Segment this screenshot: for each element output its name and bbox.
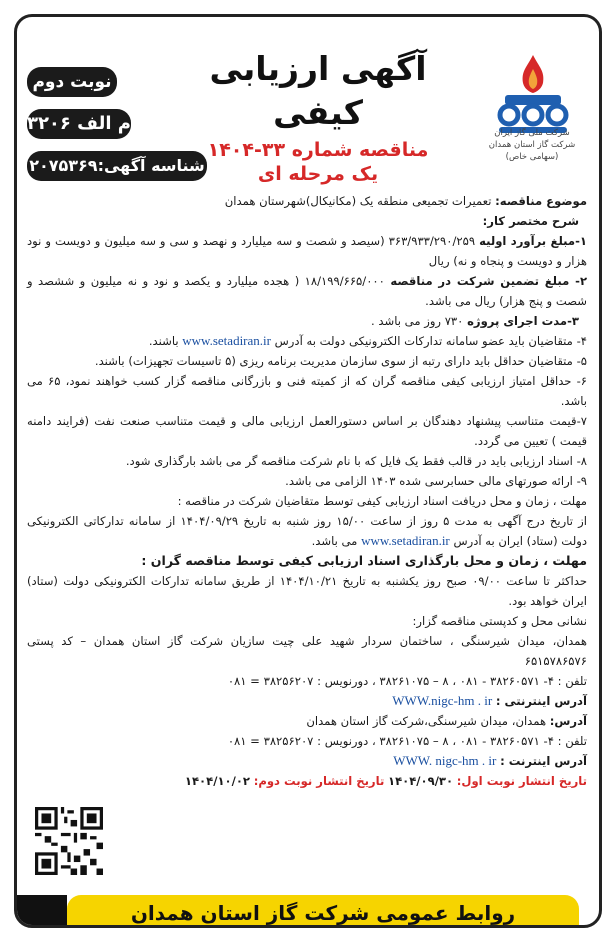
upload-text: حداکثر تا ساعت ۰۹/۰۰ صبح روز یکشنبه به تاریخ ۱۴۰۴/۱۰/۲۱ از طریق سامانه تدارکات الکترونیکی دولت (ستاد) ایران خواهد بود. <box>27 574 587 608</box>
publish-first-label: تاریخ انتشار نوبت اول: <box>456 774 587 788</box>
title-block <box>177 47 459 185</box>
brief-heading <box>27 211 587 231</box>
phone-line-2: تلفن : ۴- ۳۸۲۶۰۵۷۱ - ۰۸۱ ، ۸ – ۳۸۲۶۱۰۷۵ ، دورنویس : ۳۸۲۵۶۲۰۷ = ۰۸۱ <box>227 734 587 748</box>
publish-dates <box>27 771 587 791</box>
item-5: ۵- متقاضیان حداقل باید دارای رتبه از سوی سازمان مدیریت برنامه ریزی (۵ تاسیسات تجهیزات) باشند. <box>94 354 587 368</box>
nigc-link-2[interactable]: WWW. nigc-hm . ir <box>393 753 497 768</box>
upload-heading: مهلت ، زمان و محل بارگذاری اسناد ارزیابی کیفی توسط مناقصه گران : <box>141 553 587 568</box>
logo-caption-line: شرکت ملی گاز ایران <box>494 128 570 138</box>
phone-line-1: تلفن : ۴- ۳۸۲۶۰۵۷۱ - ۰۸۱ ، ۸ – ۳۸۲۶۱۰۷۵ ، دورنویس : ۳۸۲۵۶۲۰۷ = ۰۸۱ <box>227 674 587 688</box>
web-2-label: آدرس اینترنت : <box>500 754 587 768</box>
subject-line <box>27 191 587 211</box>
nigc-link-1[interactable]: WWW.nigc-hm . ir <box>392 693 493 708</box>
item-4 <box>27 331 587 351</box>
item-3-value: ۷۳۰ روز می باشد . <box>371 314 464 328</box>
item-2-label: ۲- مبلغ تضمین شرکت در مناقصه <box>390 274 588 288</box>
address-line-2 <box>27 711 587 731</box>
item-6: ۶- حداقل امتیاز ارزیابی کیفی مناقصه گران که از کمیته فنی و بازرگانی مناقصه گزار کسب خواهند نمود، ۶۵ می باشد. <box>27 374 588 408</box>
item-2 <box>27 271 587 311</box>
header <box>17 17 599 187</box>
qr-code-icon[interactable] <box>35 807 103 875</box>
item-2-value: ۱۸/۱۹۹/۶۶۵/۰۰۰ ( هجده میلیارد و یکصد و نود و نه میلیون و ششصد و شصت و پنج هزار) ریال می باشد. <box>27 274 587 308</box>
web-line-1 <box>27 691 587 711</box>
web-line-2 <box>27 751 587 771</box>
tender-number: مناقصه شماره ۳۳-۱۴۰۴ <box>207 139 429 161</box>
advertisement-frame <box>14 14 602 928</box>
logo-caption-line: (سهامی خاص) <box>505 152 559 162</box>
tender-stage: یک مرحله ای <box>257 163 379 185</box>
logo-caption-line: شرکت گاز استان همدان <box>488 140 576 150</box>
subject-value: تعمیرات تجمیعی منطقه یک (مکانیکال)شهرستان همدان <box>224 194 492 208</box>
footer-accent <box>17 895 67 928</box>
setadiran-link-2[interactable]: www.setadiran.ir <box>361 533 450 548</box>
round-badge: نوبت دوم <box>27 67 117 97</box>
deadline-text-b: می باشد. <box>311 534 358 548</box>
ad-body <box>27 191 587 791</box>
code-badge: م الف ۳۲۰۶ <box>27 109 131 139</box>
web-1-label: آدرس اینترنتی : <box>495 694 587 708</box>
setadiran-link[interactable]: www.setadiran.ir <box>182 333 271 348</box>
item-1-value: ۳۶۳/۹۳۳/۲۹۰/۲۵۹ (سیصد و شصت و سه میلیارد و نهصد و سی و سه میلیون و دویست و نود هزار و دویست و پنجاه و نه) ریال <box>27 234 587 268</box>
item-9: ۹- ارائه صورتهای مالی حسابرسی شده ۱۴۰۳ الزامی می باشد. <box>285 474 587 488</box>
item-3-label: ۳-مدت اجرای پروژه <box>467 314 579 328</box>
address-2-label: آدرس: <box>549 714 587 728</box>
item-3 <box>27 311 587 331</box>
footer-banner: روابط عمومی شرکت گاز استان همدان <box>67 895 579 928</box>
subject-label: موضوع مناقصه: <box>495 194 587 208</box>
logo-caption <box>477 127 587 163</box>
item-4-text: ۴- متقاضیان باید عضو سامانه تدارکات الکترونیکی دولت به آدرس <box>274 334 587 348</box>
deadline-text-a: از تاریخ درج آگهی به مدت ۵ روز از ساعت ۱۵/۰۰ روز شنبه به تاریخ ۱۴۰۴/۰۹/۲۹ از سامانه تدارکاتی الکترونیکی دولت (ستاد) ایران به آدرس <box>27 514 588 548</box>
publish-second-value: ۱۴۰۴/۱۰/۰۲ <box>184 774 250 788</box>
publish-second-label: تاریخ انتشار نوبت دوم: <box>253 774 385 788</box>
brief-label: شرح مختصر کار: <box>482 214 579 228</box>
deadline-text <box>27 511 587 551</box>
ad-id-badge: شناسه آگهی:۲۰۷۵۳۶۹ <box>27 151 207 181</box>
deadline-intro: مهلت ، زمان و محل دریافت اسناد ارزیابی کیفی توسط متقاضیان شرکت در مناقصه : <box>177 494 587 508</box>
address-2-value: همدان، میدان شیرسنگی،شرکت گاز استان همدان <box>306 714 547 728</box>
address-full: همدان، میدان شیرسنگی ، ساختمان سردار شهید علی چیت سازیان شرکت گاز استان همدان – کد پستی ۶۵۱۵۷۸۶۵۷۶ <box>27 634 587 668</box>
item-4-suffix: باشند. <box>148 334 179 348</box>
address-intro: نشانی محل و کدپستی مناقصه گزار: <box>412 614 587 628</box>
publish-first-value: ۱۴۰۴/۰۹/۳۰ <box>388 774 454 788</box>
item-7: ۷-قیمت متناسب پیشنهاد دهندگان بر اساس دستورالعمل ارزیابی مالی و قیمت متناسب صنعت نفت (فرایند دامنه قیمت ) تعیین می گردد. <box>27 414 587 448</box>
item-8: ۸- اسناد ارزیابی باید در قالب فقط یک فایل که با نام شرکت مناقصه گر می باشد بارگذاری شود. <box>125 454 587 468</box>
item-1-label: ۱-مبلغ برآورد اولیه <box>479 234 587 248</box>
item-1 <box>27 231 587 271</box>
page-title: آگهی ارزیابی کیفی <box>209 49 427 132</box>
